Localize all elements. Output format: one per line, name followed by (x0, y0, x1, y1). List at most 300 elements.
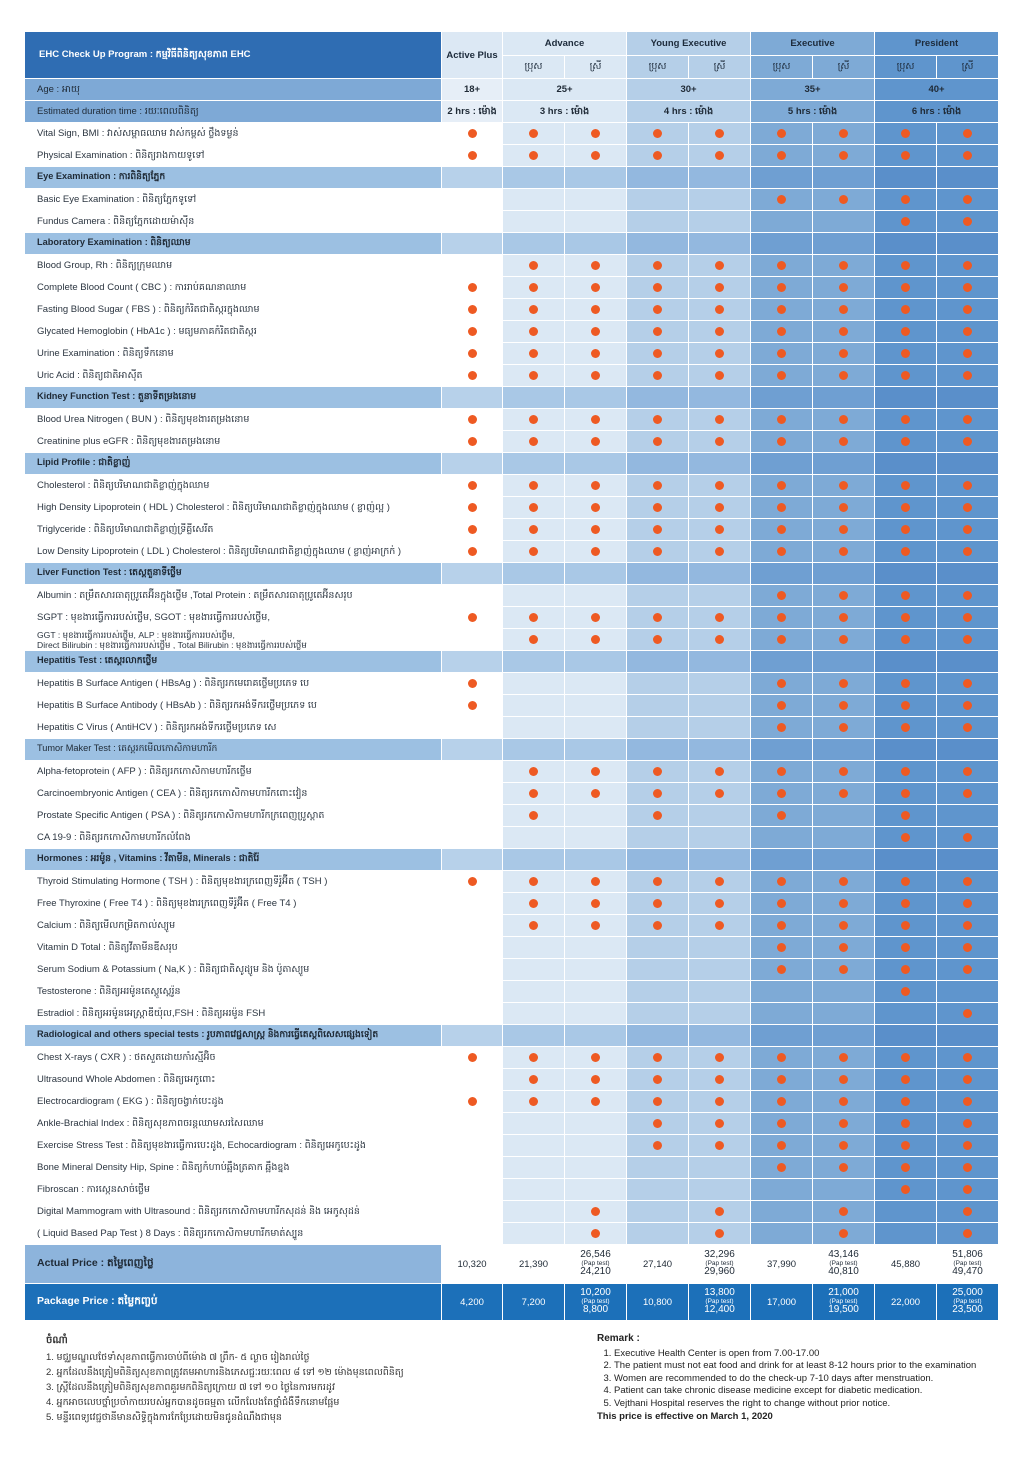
included-dot-icon (777, 635, 786, 644)
inclusion-cell (937, 871, 999, 893)
section-cell (442, 849, 503, 871)
section-cell (875, 1025, 937, 1047)
duration-young-executive: 4 hrs : ម៉ោង (627, 101, 751, 123)
package-price-active-plus: 4,200 (442, 1284, 503, 1321)
inclusion-cell (751, 893, 813, 915)
inclusion-cell (503, 1135, 565, 1157)
included-dot-icon (468, 877, 477, 886)
inclusion-cell (503, 981, 565, 1003)
included-dot-icon (529, 371, 538, 380)
inclusion-cell (442, 321, 503, 343)
inclusion-cell (875, 1179, 937, 1201)
test-item-row (25, 475, 999, 497)
inclusion-cell (627, 1201, 689, 1223)
inclusion-cell (813, 1179, 875, 1201)
test-item-row (25, 915, 999, 937)
inclusion-cell (503, 1113, 565, 1135)
section-cell (813, 453, 875, 475)
included-dot-icon (963, 129, 972, 138)
test-item-label: Fibroscan : ការស្កេនសាច់ថ្លើម (25, 1179, 442, 1201)
price-without-pap: 23,500 (952, 1304, 983, 1316)
inclusion-cell (875, 607, 937, 629)
inclusion-cell (627, 1091, 689, 1113)
inclusion-cell (937, 1091, 999, 1113)
included-dot-icon (777, 701, 786, 710)
package-price-young-executive-male: 10,800 (627, 1284, 689, 1321)
inclusion-cell (813, 365, 875, 387)
inclusion-cell (627, 277, 689, 299)
inclusion-cell (689, 1223, 751, 1245)
section-title: Lipid Profile : ជាតិខ្លាញ់ (25, 453, 442, 475)
remark-item: 5. មន្ទីរពេទ្យវេជ្ជថានីមានសិទ្ធិក្នុងការកែប្រែដោយមិនជូនដំណឹងជាមុន (46, 1412, 282, 1423)
section-cell (813, 563, 875, 585)
included-dot-icon (901, 151, 910, 160)
included-dot-icon (653, 1141, 662, 1150)
inclusion-cell (627, 937, 689, 959)
section-cell (689, 453, 751, 475)
test-item-row (25, 1091, 999, 1113)
included-dot-icon (591, 789, 600, 798)
price-without-pap: 19,500 (828, 1304, 859, 1316)
included-dot-icon (963, 349, 972, 358)
included-dot-icon (839, 503, 848, 512)
included-dot-icon (963, 723, 972, 732)
inclusion-cell (813, 893, 875, 915)
inclusion-cell (689, 915, 751, 937)
inclusion-cell (875, 805, 937, 827)
inclusion-cell (937, 409, 999, 431)
included-dot-icon (468, 547, 477, 556)
inclusion-cell (751, 541, 813, 563)
included-dot-icon (591, 877, 600, 886)
included-dot-icon (901, 987, 910, 996)
test-item-label: Exercise Stress Test : ពិនិត្យមុខងារធ្វើការបេះដូង, Echocardiogram : ពិនិត្យអេកូបេះដូង (25, 1135, 442, 1157)
inclusion-cell (937, 981, 999, 1003)
inclusion-cell (442, 893, 503, 915)
inclusion-cell (813, 475, 875, 497)
test-item-row (25, 607, 999, 629)
included-dot-icon (901, 129, 910, 138)
included-dot-icon (715, 767, 724, 776)
included-dot-icon (777, 481, 786, 490)
test-item-label: Hepatitis B Surface Antibody ( HBsAb ) : ពិនិត្យរកអង់ទីករថ្លើមប្រភេទ បេ (25, 695, 442, 717)
test-item-label: Bone Mineral Density Hip, Spine : ពិនិត្យកំហាប់ឆ្អឹងត្រគាក ឆ្អឹងខ្នង (25, 1157, 442, 1179)
test-item-label: Creatinine plus eGFR : ពិនិត្យមុខងារតម្រងនោម (25, 431, 442, 453)
inclusion-cell (503, 1003, 565, 1025)
inclusion-cell (751, 277, 813, 299)
inclusion-cell (565, 1223, 627, 1245)
inclusion-cell (503, 409, 565, 431)
included-dot-icon (901, 195, 910, 204)
included-dot-icon (963, 371, 972, 380)
inclusion-cell (503, 673, 565, 695)
price-with-pap: 25,000 (952, 1287, 983, 1299)
inclusion-cell (689, 607, 751, 629)
inclusion-cell (442, 1135, 503, 1157)
test-item-label: Glycated Hemoglobin ( HbA1c ) : មធ្យមភាគកំរិតជាតិស្ករ (25, 321, 442, 343)
section-cell (503, 167, 565, 189)
inclusion-cell (751, 783, 813, 805)
included-dot-icon (839, 591, 848, 600)
inclusion-cell (565, 607, 627, 629)
section-title: Hormones : អរម៉ូន , Vitamins : វីតាមីន, Minerals : ជាតិរ៉ែ (25, 849, 442, 871)
inclusion-cell (875, 981, 937, 1003)
section-cell (689, 849, 751, 871)
inclusion-cell (875, 189, 937, 211)
section-cell (689, 233, 751, 255)
inclusion-cell (937, 585, 999, 607)
inclusion-cell (751, 1047, 813, 1069)
inclusion-cell (751, 299, 813, 321)
included-dot-icon (963, 635, 972, 644)
inclusion-cell (937, 519, 999, 541)
section-cell (503, 233, 565, 255)
section-title: Hepatitis Test : តេស្តរលាកថ្លើម (25, 651, 442, 673)
included-dot-icon (901, 1141, 910, 1150)
included-dot-icon (839, 525, 848, 534)
inclusion-cell (937, 189, 999, 211)
included-dot-icon (839, 899, 848, 908)
inclusion-cell (565, 937, 627, 959)
test-item-row (25, 585, 999, 607)
inclusion-cell (813, 783, 875, 805)
section-cell (442, 563, 503, 585)
included-dot-icon (963, 591, 972, 600)
inclusion-cell (813, 255, 875, 277)
inclusion-cell (751, 475, 813, 497)
test-item-label: Urine Examination : ពិនិត្យទឹកនោម (25, 343, 442, 365)
included-dot-icon (963, 789, 972, 798)
inclusion-cell (627, 893, 689, 915)
included-dot-icon (901, 1097, 910, 1106)
included-dot-icon (901, 1163, 910, 1172)
test-item-row (25, 783, 999, 805)
duration-advance: 3 hrs : ម៉ោង (503, 101, 627, 123)
inclusion-cell (503, 541, 565, 563)
inclusion-cell (751, 717, 813, 739)
inclusion-cell (751, 1179, 813, 1201)
inclusion-cell (689, 805, 751, 827)
included-dot-icon (529, 503, 538, 512)
package-president: President (875, 32, 999, 56)
inclusion-cell (442, 629, 503, 651)
included-dot-icon (777, 679, 786, 688)
included-dot-icon (777, 415, 786, 424)
included-dot-icon (777, 437, 786, 446)
inclusion-cell (937, 321, 999, 343)
included-dot-icon (963, 525, 972, 534)
inclusion-cell (627, 827, 689, 849)
included-dot-icon (901, 679, 910, 688)
included-dot-icon (963, 217, 972, 226)
pap-note: (Pap test) (581, 1259, 610, 1267)
included-dot-icon (777, 1075, 786, 1084)
inclusion-cell (937, 1113, 999, 1135)
section-cell (751, 739, 813, 761)
pap-note: (Pap test) (705, 1297, 734, 1305)
included-dot-icon (963, 965, 972, 974)
inclusion-cell (813, 937, 875, 959)
included-dot-icon (839, 1163, 848, 1172)
section-cell (751, 563, 813, 585)
section-cell (937, 563, 999, 585)
included-dot-icon (963, 195, 972, 204)
test-item-label: Alpha-fetoprotein ( AFP ) : ពិនិត្យរកកោសិកាមហារីកថ្លើម (25, 761, 442, 783)
test-item-row (25, 1179, 999, 1201)
included-dot-icon (653, 811, 662, 820)
inclusion-cell (813, 343, 875, 365)
included-dot-icon (963, 1097, 972, 1106)
included-dot-icon (529, 481, 538, 490)
test-item-label-line: Direct Bilirubin : មុខងារធ្វើការរបស់ថ្លើម , Total Bilirubin : មុខងារធ្វើការរបស់ថ្លើម (37, 639, 307, 650)
inclusion-cell (813, 607, 875, 629)
inclusion-cell (875, 1135, 937, 1157)
inclusion-cell (442, 607, 503, 629)
inclusion-cell (813, 1201, 875, 1223)
package-executive: Executive (751, 32, 875, 56)
section-title: Kidney Function Test : តួនាទីតម្រងនោម (25, 387, 442, 409)
test-item-label: Estradiol : ពិនិត្យអរម៉ូនអេស្ត្រាឌីយ៉ុល,FSH : ពិនិត្យអរម៉ូន FSH (25, 1003, 442, 1025)
inclusion-cell (937, 1047, 999, 1069)
duration-label: Estimated duration time : រយៈពេលពិនិត្យ (25, 101, 442, 123)
pap-note: (Pap test) (581, 1297, 610, 1305)
inclusion-cell (875, 717, 937, 739)
inclusion-cell (689, 1091, 751, 1113)
package-young-executive: Young Executive (627, 32, 751, 56)
included-dot-icon (777, 877, 786, 886)
included-dot-icon (901, 305, 910, 314)
included-dot-icon (468, 1053, 477, 1062)
included-dot-icon (963, 877, 972, 886)
section-title: Laboratory Examination : ពិនិត្យឈាម (25, 233, 442, 255)
section-cell (565, 233, 627, 255)
section-cell (937, 651, 999, 673)
inclusion-cell (813, 717, 875, 739)
inclusion-cell (751, 695, 813, 717)
inclusion-cell (442, 827, 503, 849)
inclusion-cell (875, 827, 937, 849)
included-dot-icon (529, 613, 538, 622)
inclusion-cell (875, 761, 937, 783)
included-dot-icon (901, 327, 910, 336)
inclusion-cell (875, 629, 937, 651)
included-dot-icon (777, 547, 786, 556)
inclusion-cell (442, 409, 503, 431)
inclusion-cell (689, 1069, 751, 1091)
sex-female-label: ស្រី (937, 56, 999, 79)
included-dot-icon (715, 789, 724, 798)
inclusion-cell (627, 695, 689, 717)
inclusion-cell (875, 365, 937, 387)
inclusion-cell (813, 431, 875, 453)
inclusion-cell (503, 827, 565, 849)
included-dot-icon (653, 481, 662, 490)
price-without-pap: 49,470 (952, 1266, 983, 1278)
inclusion-cell (875, 343, 937, 365)
included-dot-icon (839, 195, 848, 204)
inclusion-cell (813, 211, 875, 233)
inclusion-cell (937, 893, 999, 915)
package-price-executive-male: 17,000 (751, 1284, 813, 1321)
included-dot-icon (839, 767, 848, 776)
inclusion-cell (627, 343, 689, 365)
included-dot-icon (591, 1229, 600, 1238)
package-price-president-male: 22,000 (875, 1284, 937, 1321)
inclusion-cell (689, 497, 751, 519)
included-dot-icon (839, 679, 848, 688)
test-item-row (25, 321, 999, 343)
inclusion-cell (813, 497, 875, 519)
inclusion-cell (689, 629, 751, 651)
section-cell (442, 233, 503, 255)
sex-female-label: ស្រី (813, 56, 875, 79)
included-dot-icon (777, 1097, 786, 1106)
remarks-khmer (46, 1333, 566, 1425)
package-price-president-female (937, 1284, 999, 1321)
section-cell (937, 849, 999, 871)
age-advance: 25+ (503, 79, 627, 101)
remark-item: 2. The patient must not eat food and drink for at least 8-12 hours prior to the examination (614, 1360, 997, 1373)
actual-price-active-plus: 10,320 (442, 1245, 503, 1284)
included-dot-icon (653, 151, 662, 160)
included-dot-icon (591, 767, 600, 776)
inclusion-cell (565, 981, 627, 1003)
included-dot-icon (653, 767, 662, 776)
included-dot-icon (777, 723, 786, 732)
included-dot-icon (715, 1229, 724, 1238)
section-cell (751, 167, 813, 189)
inclusion-cell (442, 959, 503, 981)
inclusion-cell (627, 321, 689, 343)
inclusion-cell (813, 145, 875, 167)
included-dot-icon (777, 1119, 786, 1128)
included-dot-icon (529, 1053, 538, 1062)
inclusion-cell (937, 717, 999, 739)
section-cell (627, 453, 689, 475)
inclusion-cell (937, 1201, 999, 1223)
inclusion-cell (503, 871, 565, 893)
included-dot-icon (529, 283, 538, 292)
inclusion-cell (813, 123, 875, 145)
inclusion-cell (627, 255, 689, 277)
inclusion-cell (565, 915, 627, 937)
inclusion-cell (937, 365, 999, 387)
test-item-label: Hepatitis B Surface Antigen ( HBsAg ) : ពិនិត្យរកមេរោគថ្លើមប្រភេទ បេ (25, 673, 442, 695)
test-item-row (25, 1157, 999, 1179)
remark-item: 1. Executive Health Center is open from 7.00-17.00 (614, 1348, 997, 1361)
pap-note: (Pap test) (953, 1259, 982, 1267)
included-dot-icon (715, 1075, 724, 1084)
remark-item: 4. Patient can take chronic disease medicine except for diabetic medication. (614, 1385, 997, 1398)
included-dot-icon (777, 1163, 786, 1172)
section-cell (813, 739, 875, 761)
price-without-pap: 40,810 (828, 1266, 859, 1278)
section-header-row (25, 387, 999, 409)
section-cell (875, 849, 937, 871)
inclusion-cell (503, 1091, 565, 1113)
actual-price-executive-male: 37,990 (751, 1245, 813, 1284)
included-dot-icon (963, 613, 972, 622)
remarks-khmer-heading: ចំណាំ (46, 1335, 68, 1346)
included-dot-icon (468, 283, 477, 292)
included-dot-icon (963, 1141, 972, 1150)
inclusion-cell (565, 189, 627, 211)
inclusion-cell (689, 145, 751, 167)
included-dot-icon (963, 547, 972, 556)
inclusion-cell (813, 673, 875, 695)
included-dot-icon (963, 481, 972, 490)
included-dot-icon (715, 613, 724, 622)
price-without-pap: 8,800 (582, 1304, 609, 1316)
included-dot-icon (715, 327, 724, 336)
inclusion-cell (751, 827, 813, 849)
section-cell (565, 1025, 627, 1047)
price-with-pap: 13,800 (704, 1287, 735, 1299)
included-dot-icon (715, 1119, 724, 1128)
included-dot-icon (839, 877, 848, 886)
section-cell (875, 453, 937, 475)
included-dot-icon (901, 943, 910, 952)
included-dot-icon (777, 305, 786, 314)
included-dot-icon (963, 437, 972, 446)
inclusion-cell (875, 673, 937, 695)
inclusion-cell (875, 475, 937, 497)
inclusion-cell (689, 585, 751, 607)
included-dot-icon (839, 613, 848, 622)
section-cell (875, 739, 937, 761)
inclusion-cell (813, 915, 875, 937)
inclusion-cell (503, 365, 565, 387)
price-without-pap: 29,960 (704, 1266, 735, 1278)
included-dot-icon (839, 789, 848, 798)
included-dot-icon (901, 349, 910, 358)
inclusion-cell (689, 211, 751, 233)
inclusion-cell (813, 761, 875, 783)
inclusion-cell (442, 343, 503, 365)
test-item-row (25, 695, 999, 717)
inclusion-cell (503, 277, 565, 299)
test-item-row (25, 519, 999, 541)
section-cell (813, 849, 875, 871)
package-price-executive-female (813, 1284, 875, 1321)
inclusion-cell (503, 783, 565, 805)
inclusion-cell (751, 805, 813, 827)
inclusion-cell (503, 717, 565, 739)
included-dot-icon (901, 1119, 910, 1128)
section-cell (442, 387, 503, 409)
included-dot-icon (901, 481, 910, 490)
included-dot-icon (591, 525, 600, 534)
section-header-row (25, 233, 999, 255)
included-dot-icon (653, 129, 662, 138)
inclusion-cell (442, 1157, 503, 1179)
inclusion-cell (565, 629, 627, 651)
included-dot-icon (963, 1229, 972, 1238)
included-dot-icon (777, 921, 786, 930)
included-dot-icon (529, 899, 538, 908)
included-dot-icon (653, 503, 662, 512)
inclusion-cell (813, 629, 875, 651)
section-cell (627, 563, 689, 585)
remarks-english-list (597, 1348, 997, 1411)
included-dot-icon (901, 1075, 910, 1084)
included-dot-icon (468, 415, 477, 424)
test-item-row (25, 1223, 999, 1245)
included-dot-icon (715, 437, 724, 446)
inclusion-cell (875, 409, 937, 431)
inclusion-cell (813, 1157, 875, 1179)
section-cell (875, 651, 937, 673)
